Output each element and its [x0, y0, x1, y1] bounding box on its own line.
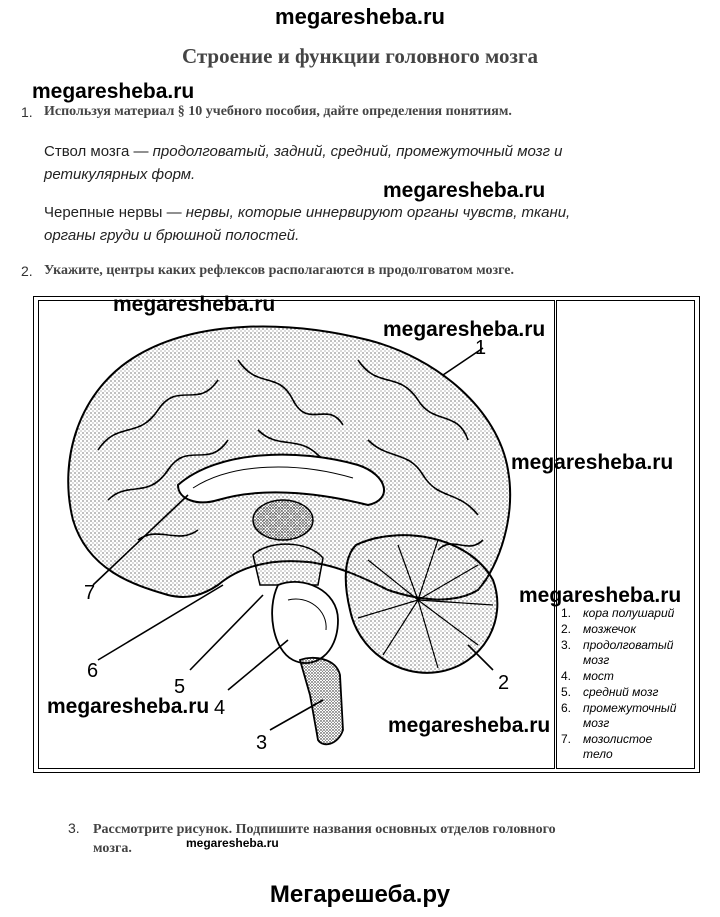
leader-line-4 [228, 640, 288, 690]
legend-number: 1. [561, 606, 572, 620]
legend-text-line: тело [583, 747, 613, 761]
legend-number: 6. [561, 701, 572, 715]
legend-item-7 [561, 732, 693, 762]
legend-text-line: промежуточный [583, 701, 677, 715]
watermark-3: megaresheba.ru [113, 293, 276, 316]
leader-line-5 [190, 595, 263, 670]
legend-item-2 [561, 622, 693, 637]
legend-text: кора полушарий [583, 606, 675, 620]
watermark-5: megaresheba.ru [511, 451, 674, 474]
watermark-7: megaresheba.ru [47, 695, 210, 718]
pons [272, 582, 338, 663]
leader-line-6 [98, 585, 223, 660]
figure-label-7: 7 [84, 582, 96, 604]
watermark-6: megaresheba.ru [519, 584, 682, 607]
legend-number: 3. [561, 638, 572, 652]
question-1-number: 1. [21, 104, 33, 120]
figure-label-2: 2 [498, 672, 510, 694]
legend-item-5 [561, 685, 693, 700]
legend-text-line: мозг [583, 653, 610, 667]
answer-brainstem-line2: ретикулярных форм. [44, 166, 196, 183]
legend-text-line: продолговатый [583, 638, 674, 652]
answer-cranial-nerves [44, 201, 684, 247]
legend-text-line: мозг [583, 716, 610, 730]
page-title: Строение и функции головного мозга [181, 44, 539, 68]
answer-cranial-line1: нервы, которые иннервируют органы чувств, ткани, [185, 204, 571, 221]
midbrain [253, 544, 323, 585]
question-2-text: Укажите, центры каких рефлексов располагаются в продолговатом мозге. [44, 263, 514, 278]
legend-number: 7. [561, 732, 572, 746]
legend-text: мозжечок [583, 622, 637, 636]
diencephalon [253, 500, 313, 540]
legend-number: 4. [561, 669, 572, 683]
legend-text [583, 638, 673, 668]
watermark-2: megaresheba.ru [383, 179, 546, 202]
legend-text: мост [583, 669, 614, 683]
watermark-small: megaresheba.ru [186, 836, 279, 850]
answer-cranial-term: Черепные нервы — [44, 204, 186, 221]
answer-cranial-line2: органы груди и брюшной полостей. [44, 227, 300, 244]
figure-label-4: 4 [214, 697, 226, 719]
watermark-8: megaresheba.ru [388, 714, 551, 737]
legend-text: средний мозг [583, 685, 659, 699]
answer-brainstem-term: Ствол мозга — [44, 143, 153, 160]
legend-text [583, 732, 652, 762]
legend-item-4 [561, 669, 693, 684]
question-3-text [93, 820, 556, 858]
legend-text [583, 701, 676, 731]
question-3-number: 3. [68, 820, 80, 836]
legend-item-6 [561, 701, 693, 731]
figure-label-3: 3 [256, 732, 268, 754]
figure-label-1: 1 [475, 337, 487, 359]
legend-number: 5. [561, 685, 572, 699]
figure-label-5: 5 [174, 676, 186, 698]
legend-item-1 [561, 606, 693, 621]
figure-legend [561, 606, 693, 762]
footer-watermark: Мегарешеба.ру [269, 881, 451, 908]
watermark-1: megaresheba.ru [32, 80, 195, 103]
question-2-number: 2. [21, 263, 33, 279]
legend-text-line: мозолистое [583, 732, 653, 746]
figure-label-6: 6 [87, 660, 99, 682]
answer-brainstem-line1: продолговатый, задний, средний, промежуточный мозг и [152, 143, 563, 160]
legend-item-3 [561, 638, 693, 668]
question-1-text: Используя материал § 10 учебного пособия, дайте определения понятиям. [44, 104, 512, 119]
question-3-line2: мозга. [93, 841, 132, 856]
header-watermark: megaresheba.ru [275, 4, 445, 29]
question-3-line1: Рассмотрите рисунок. Подпишите названия основных отделов головного [93, 822, 556, 837]
answer-brainstem [44, 140, 684, 186]
legend-number: 2. [561, 622, 572, 636]
watermark-4: megaresheba.ru [383, 318, 546, 341]
